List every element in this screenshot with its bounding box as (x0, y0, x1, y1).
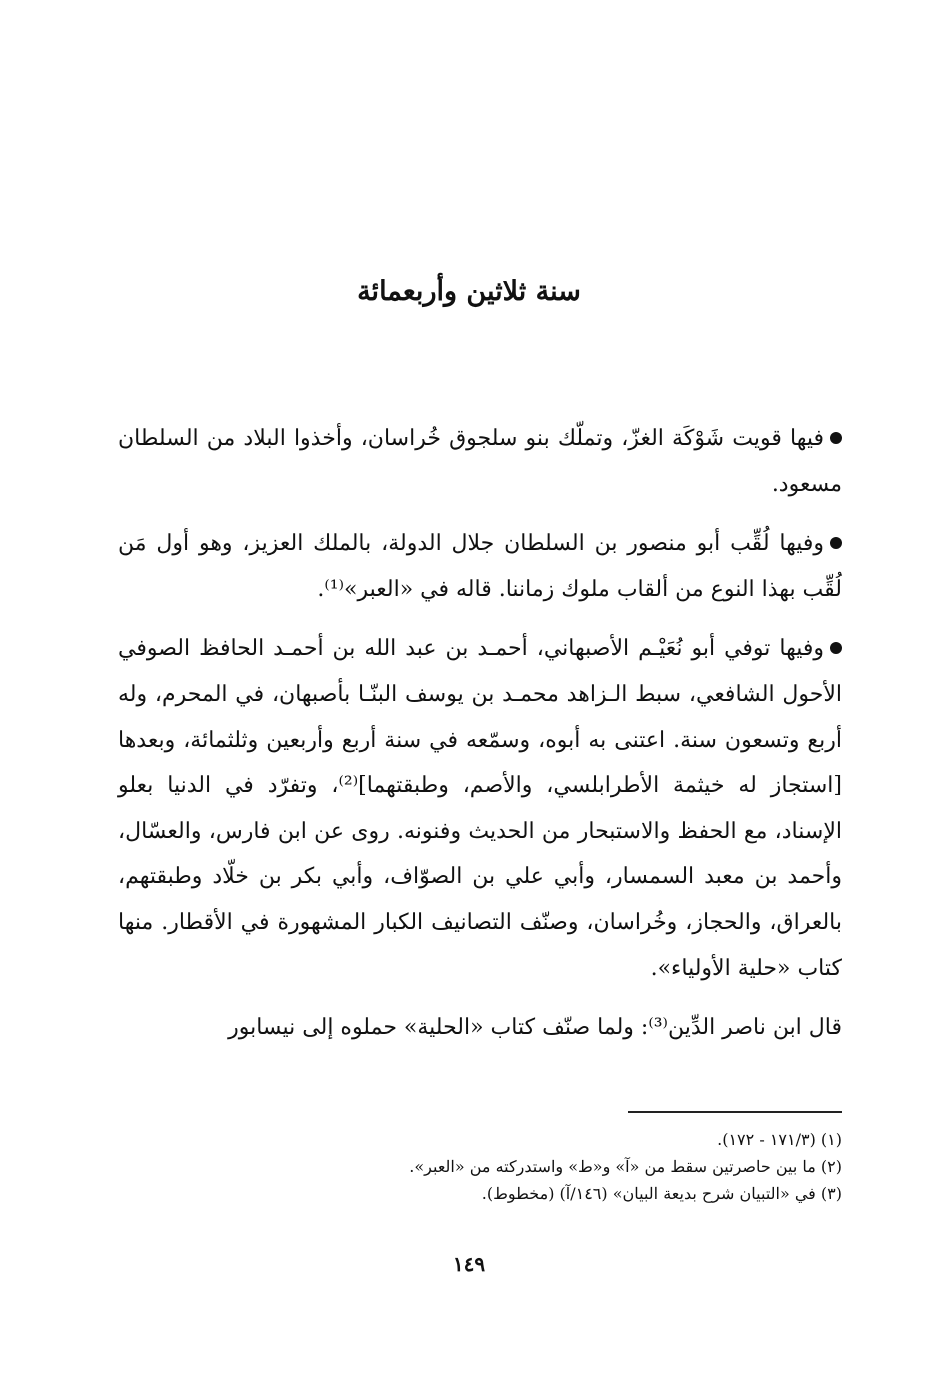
footnote-2: (٢) ما بين حاصرتين سقط من «آ» و«ط» واستدركته من «العبر». (409, 1157, 842, 1176)
paragraph-3 (118, 626, 842, 991)
footnote-3: (٣) في «التبيان شرح بديعة البيان» (١٤٦/آ) (مخطوط). (481, 1184, 842, 1203)
paragraph-text: وفيها لُقِّب أبو منصور بن السلطان جلال الدولة، بالملك العزيز، وهو أول مَن لُقِّب بهذا النوع من ألقاب ملوك زماننا. قاله في «العبر»⁽¹⁾. (118, 531, 842, 602)
paragraph-1 (118, 416, 842, 507)
bullet-icon (830, 432, 842, 444)
paragraph-4 (118, 1005, 842, 1051)
footnote-divider (628, 1111, 842, 1113)
paragraph-2 (118, 521, 842, 612)
bullet-icon (830, 642, 842, 654)
body-text (118, 416, 842, 1065)
paragraph-text: وفيها توفي أبو نُعَيْـم الأصبهاني، أحمـد بن عبد الله بن أحمـد الحافظ الصوفي الأحول الشافعي، سبط الـزاهد محمـد بن يوسف البنّـا بأصبهان، في المحرم، وله أربع وتسعون سنة. اعتنى به أبوه، وسمّعه في سنة أربع وأربعين وثلثمائة، وبعدها [استجاز له خيثمة الأطرابلسي، والأصم، وطبقتهما]⁽²⁾، وتفرّد في الدنيا بعلو الإسناد، مع الحفظ والاستبحار من الحديث وفنونه. روى عن ابن فارس، والعسّال، وأحمد بن معبد السمسار، وأبي علي بن الصوّاف، وأبي بكر بن خلّاد وطبقتهم، بالعراق، والحجاز، وخُراسان، وصنّف التصانيف الكبار المشهورة في الأقطار. منها كتاب «حلية الأولياء». (118, 636, 842, 981)
footnotes (118, 1126, 842, 1207)
paragraph-text: فيها قويت شَوْكَة الغزّ، وتملّك بنو سلجوق خُراسان، وأخذوا البلاد من السلطان مسعود. (118, 426, 842, 497)
footnote-1: (١) (١٧١/٣ - ١٧٢). (717, 1130, 842, 1149)
chapter-title: سنة ثلاثين وأربعمائة (357, 276, 581, 307)
bullet-icon (830, 537, 842, 549)
paragraph-text: قال ابن ناصر الدِّين⁽³⁾: ولما صنّف كتاب «الحلية» حملوه إلى نيسابور (228, 1015, 842, 1041)
page-number: ١٤٩ (452, 1252, 486, 1276)
